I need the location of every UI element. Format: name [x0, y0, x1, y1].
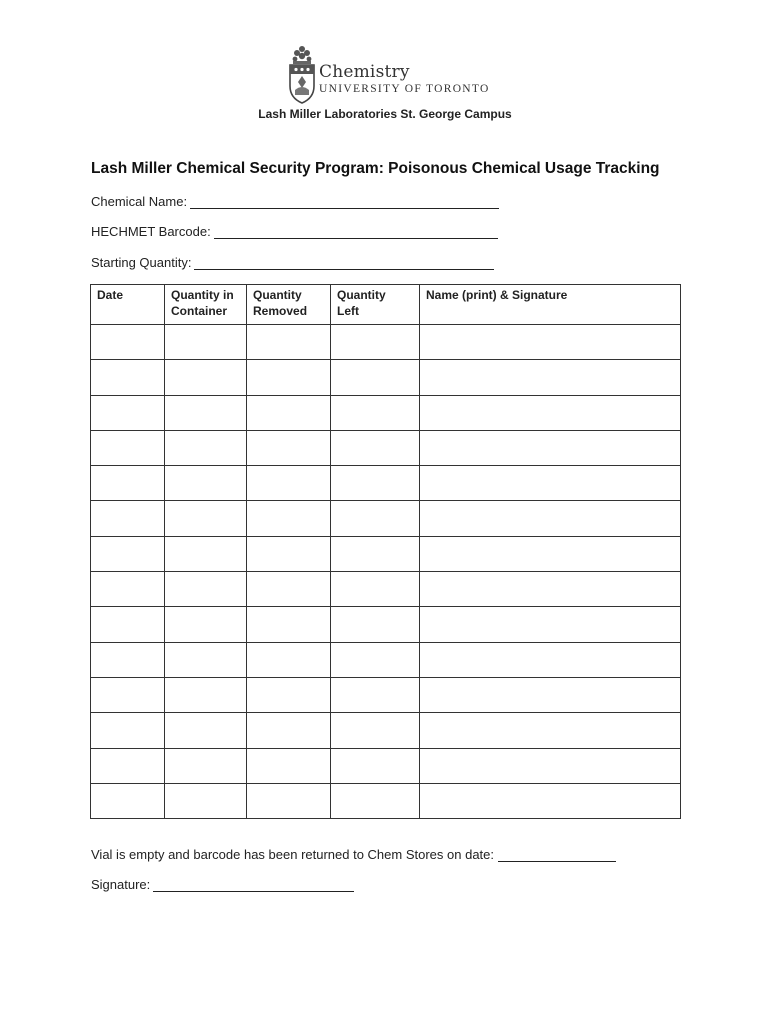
col-date: Date — [91, 285, 165, 325]
table-cell[interactable] — [331, 677, 420, 712]
table-cell[interactable] — [420, 642, 681, 677]
table-cell[interactable] — [91, 642, 165, 677]
table-row — [91, 360, 681, 395]
barcode-field — [91, 224, 498, 239]
table-row — [91, 501, 681, 536]
table-cell[interactable] — [91, 325, 165, 360]
table-cell[interactable] — [247, 325, 331, 360]
table-cell[interactable] — [165, 642, 247, 677]
table-cell[interactable] — [247, 642, 331, 677]
table-cell[interactable] — [247, 783, 331, 818]
table-row — [91, 748, 681, 783]
table-cell[interactable] — [165, 607, 247, 642]
col-quantity-in-container: Quantity in Container — [165, 285, 247, 325]
table-cell[interactable] — [247, 501, 331, 536]
logo-title: Chemistry — [319, 62, 410, 82]
table-row — [91, 325, 681, 360]
table-cell[interactable] — [165, 783, 247, 818]
campus-subtitle: Lash Miller Laboratories St. George Campus — [258, 107, 512, 121]
table-cell[interactable] — [331, 501, 420, 536]
table-cell[interactable] — [247, 466, 331, 501]
signature-field — [91, 877, 354, 892]
table-cell[interactable] — [420, 395, 681, 430]
table-cell[interactable] — [331, 536, 420, 571]
table-cell[interactable] — [331, 360, 420, 395]
table-cell[interactable] — [247, 430, 331, 465]
table-cell[interactable] — [331, 325, 420, 360]
table-cell[interactable] — [420, 466, 681, 501]
logo-university: UNIVERSITY OF TORONTO — [319, 83, 490, 95]
table-cell[interactable] — [91, 466, 165, 501]
table-cell[interactable] — [165, 572, 247, 607]
chemical-name-input-line[interactable] — [190, 194, 499, 209]
returned-date-input-line[interactable] — [498, 847, 616, 862]
starting-quantity-field — [91, 255, 494, 270]
table-cell[interactable] — [247, 536, 331, 571]
col-name-signature: Name (print) & Signature — [420, 285, 681, 325]
table-cell[interactable] — [91, 713, 165, 748]
table-cell[interactable] — [247, 677, 331, 712]
table-cell[interactable] — [165, 713, 247, 748]
table-cell[interactable] — [247, 713, 331, 748]
table-cell[interactable] — [91, 607, 165, 642]
table-cell[interactable] — [420, 572, 681, 607]
barcode-input-line[interactable] — [214, 224, 498, 239]
table-cell[interactable] — [91, 360, 165, 395]
table-cell[interactable] — [331, 466, 420, 501]
table-row — [91, 713, 681, 748]
table-cell[interactable] — [331, 430, 420, 465]
chemical-name-label: Chemical Name: — [91, 194, 188, 209]
table-row — [91, 466, 681, 501]
table-cell[interactable] — [420, 748, 681, 783]
table-cell[interactable] — [247, 360, 331, 395]
usage-log-table — [90, 284, 681, 819]
starting-quantity-input-line[interactable] — [194, 255, 494, 270]
table-row — [91, 677, 681, 712]
crest-icon — [287, 44, 317, 106]
table-cell[interactable] — [420, 536, 681, 571]
table-cell[interactable] — [165, 466, 247, 501]
table-body — [91, 325, 681, 819]
table-cell[interactable] — [247, 395, 331, 430]
table-cell[interactable] — [91, 501, 165, 536]
table-cell[interactable] — [165, 395, 247, 430]
table-cell[interactable] — [165, 536, 247, 571]
barcode-label: HECHMET Barcode: — [91, 224, 211, 239]
table-cell[interactable] — [165, 325, 247, 360]
table-row — [91, 607, 681, 642]
table-cell[interactable] — [247, 607, 331, 642]
table-cell[interactable] — [91, 536, 165, 571]
table-cell[interactable] — [331, 607, 420, 642]
table-row — [91, 430, 681, 465]
table-cell[interactable] — [420, 677, 681, 712]
table-cell[interactable] — [420, 783, 681, 818]
table-header-row — [91, 285, 681, 325]
table-cell[interactable] — [420, 501, 681, 536]
table-cell[interactable] — [165, 748, 247, 783]
chemical-name-field — [91, 194, 499, 209]
table-cell[interactable] — [91, 677, 165, 712]
table-cell[interactable] — [91, 395, 165, 430]
table-cell[interactable] — [165, 360, 247, 395]
table-cell[interactable] — [420, 360, 681, 395]
starting-quantity-label: Starting Quantity: — [91, 255, 192, 270]
table-cell[interactable] — [420, 325, 681, 360]
table-cell[interactable] — [91, 430, 165, 465]
col-quantity-left: Quantity Left — [331, 285, 420, 325]
table-cell[interactable] — [247, 572, 331, 607]
table-cell[interactable] — [331, 748, 420, 783]
table-cell[interactable] — [331, 572, 420, 607]
table-cell[interactable] — [91, 572, 165, 607]
col-quantity-removed: Quantity Removed — [247, 285, 331, 325]
table-cell[interactable] — [331, 713, 420, 748]
signature-input-line[interactable] — [153, 877, 354, 892]
table-row — [91, 536, 681, 571]
university-logo — [287, 44, 497, 104]
table-cell[interactable] — [420, 713, 681, 748]
table-cell[interactable] — [165, 501, 247, 536]
table-cell[interactable] — [420, 430, 681, 465]
table-cell[interactable] — [331, 642, 420, 677]
table-cell[interactable] — [247, 748, 331, 783]
table-cell[interactable] — [165, 677, 247, 712]
returned-date-label: Vial is empty and barcode has been returned to Chem Stores on date: — [91, 847, 495, 862]
table-cell[interactable] — [91, 748, 165, 783]
table-row — [91, 642, 681, 677]
table-cell[interactable] — [331, 783, 420, 818]
table-cell[interactable] — [331, 395, 420, 430]
returned-date-field — [91, 847, 616, 862]
table-row — [91, 572, 681, 607]
table-cell[interactable] — [420, 607, 681, 642]
signature-label: Signature: — [91, 877, 151, 892]
table-cell[interactable] — [165, 430, 247, 465]
table-row — [91, 783, 681, 818]
page-title: Lash Miller Chemical Security Program: Poisonous Chemical Usage Tracking — [91, 160, 660, 177]
table-cell[interactable] — [91, 783, 165, 818]
table-row — [91, 395, 681, 430]
